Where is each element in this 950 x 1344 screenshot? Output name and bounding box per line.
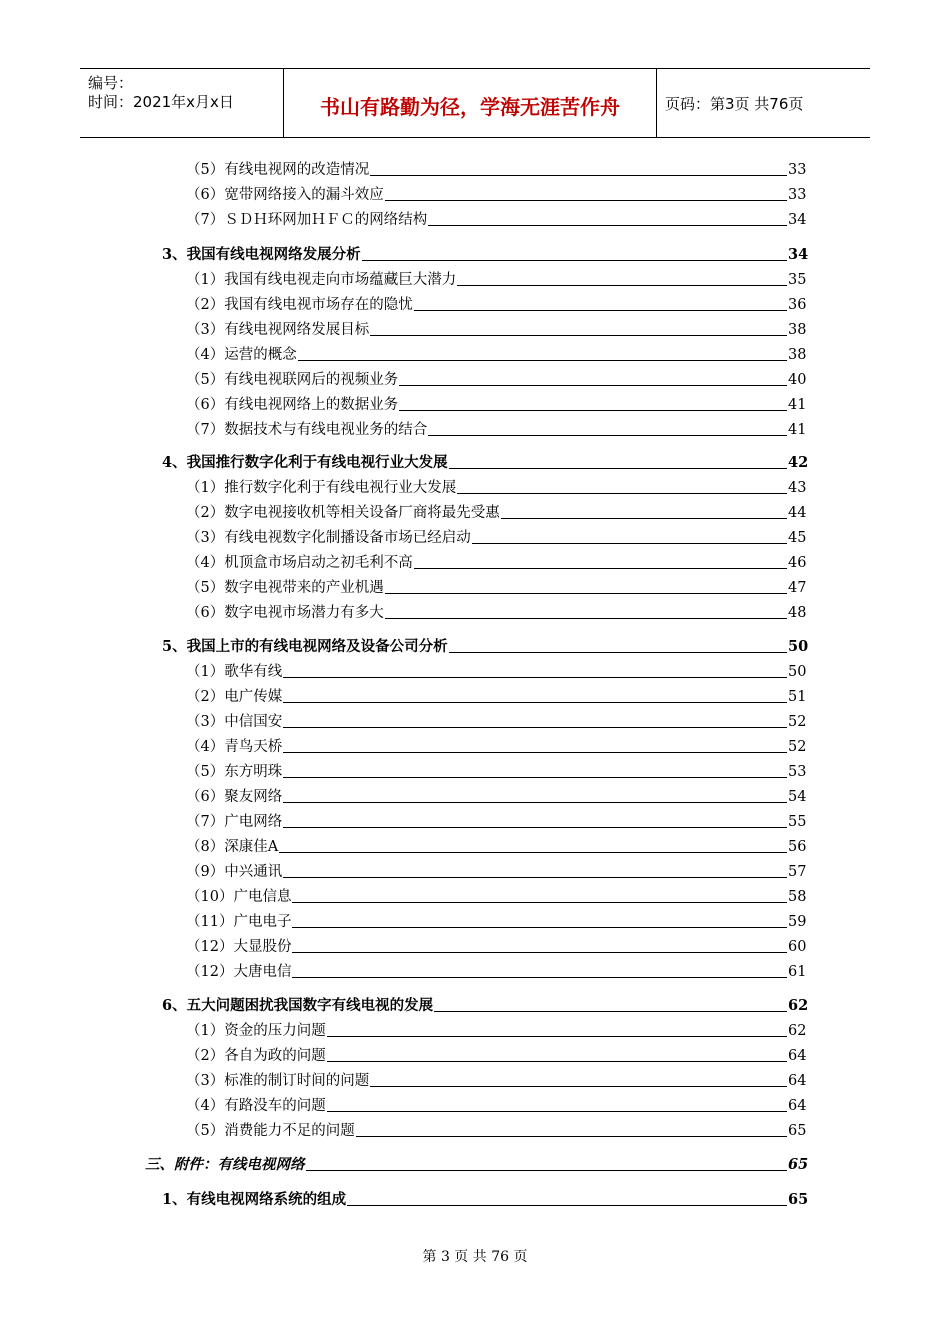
toc-entry[interactable] — [162, 453, 809, 473]
toc-leader-line — [428, 435, 787, 436]
toc-entry-title: （8）深康佳A — [186, 839, 279, 855]
toc-entry-title: （5）东方明珠 — [186, 764, 283, 780]
toc-entry-page: 43 — [788, 480, 807, 496]
toc-entry-page: 54 — [788, 789, 807, 805]
toc-entry-page: 64 — [788, 1098, 807, 1114]
toc-entry-title: （5）数字电视带来的产业机遇 — [186, 580, 384, 596]
toc-entry-page: 34 — [788, 246, 809, 263]
toc-entry-title: （5）消费能力不足的问题 — [186, 1123, 355, 1139]
toc-entry-title: 三、附件：有线电视网络 — [145, 1156, 305, 1173]
toc-entry[interactable] — [186, 1021, 805, 1041]
toc-entry-page: 55 — [788, 814, 807, 830]
toc-entry[interactable] — [186, 737, 805, 757]
toc-entry[interactable] — [186, 210, 805, 230]
toc-leader-line — [370, 175, 787, 176]
toc-entry-title: 3、我国有线电视网络发展分析 — [162, 246, 361, 263]
toc-entry-title: （11）广电电子 — [186, 914, 292, 930]
toc-entry-page: 34 — [788, 212, 807, 228]
toc-leader-line — [298, 360, 787, 361]
toc-entry[interactable] — [186, 185, 805, 205]
toc-entry[interactable] — [186, 812, 805, 832]
toc-entry-page: 47 — [788, 580, 807, 596]
toc-entry[interactable] — [186, 578, 805, 598]
toc-entry-title: （1）我国有线电视走向市场蕴藏巨大潜力 — [186, 272, 457, 288]
toc-entry-title: （4）青鸟天桥 — [186, 739, 283, 755]
toc-leader-line — [457, 285, 787, 286]
toc-entry-page: 40 — [788, 372, 807, 388]
toc-entry-page: 53 — [788, 764, 807, 780]
toc-leader-line — [385, 593, 787, 594]
toc-entry-title: （2）数字电视接收机等相关设备厂商将最先受惠 — [186, 505, 500, 521]
toc-entry-page: 50 — [788, 638, 809, 655]
toc-entry-title: （5）有线电视联网后的视频业务 — [186, 372, 399, 388]
toc-leader-line — [414, 310, 787, 311]
toc-entry-page: 64 — [788, 1048, 807, 1064]
toc-leader-line — [283, 727, 787, 728]
toc-leader-line — [283, 802, 787, 803]
toc-entry-page: 61 — [788, 964, 807, 980]
toc-entry[interactable] — [186, 553, 805, 573]
toc-entry-page: 65 — [788, 1156, 809, 1173]
toc-entry-page: 57 — [788, 864, 807, 880]
toc-entry[interactable] — [186, 762, 805, 782]
toc-entry-title: （4）运营的概念 — [186, 347, 297, 363]
toc-leader-line — [327, 1111, 787, 1112]
toc-entry-page: 41 — [788, 397, 807, 413]
toc-entry[interactable] — [186, 787, 805, 807]
toc-leader-line — [292, 977, 787, 978]
toc-entry[interactable] — [186, 528, 805, 548]
toc-leader-line — [362, 260, 787, 261]
document-code-label: 编号： — [88, 74, 134, 92]
toc-entry[interactable] — [186, 160, 805, 180]
toc-entry[interactable] — [186, 1121, 805, 1141]
toc-entry-title: （10）广电信息 — [186, 889, 292, 905]
toc-entry[interactable] — [186, 962, 805, 982]
toc-entry-page: 46 — [788, 555, 807, 571]
toc-entry[interactable] — [162, 1190, 809, 1210]
toc-leader-line — [283, 777, 787, 778]
toc-entry-title: （3）中信国安 — [186, 714, 283, 730]
toc-leader-line — [457, 493, 787, 494]
toc-entry-page: 41 — [788, 422, 807, 438]
document-time-label: 时间：2021年x月x日 — [88, 93, 234, 111]
toc-entry-title: 5、我国上市的有线电视网络及设备公司分析 — [162, 638, 448, 655]
toc-entry-page: 44 — [788, 505, 807, 521]
toc-entry-title: （3）标准的制订时间的问题 — [186, 1073, 370, 1089]
toc-entry-page: 36 — [788, 297, 807, 313]
toc-entry-page: 38 — [788, 347, 807, 363]
toc-entry-page: 65 — [788, 1191, 809, 1208]
toc-leader-line — [399, 385, 787, 386]
toc-leader-line — [434, 1011, 787, 1012]
toc-leader-line — [370, 335, 787, 336]
toc-entry-title: （5）有线电视网的改造情况 — [186, 162, 370, 178]
toc-entry[interactable] — [186, 270, 805, 290]
toc-entry-title: （7）广电网络 — [186, 814, 283, 830]
toc-entry[interactable] — [186, 395, 805, 415]
toc-entry[interactable] — [186, 420, 805, 440]
toc-leader-line — [385, 200, 787, 201]
toc-entry-page: 65 — [788, 1123, 807, 1139]
toc-entry[interactable] — [186, 912, 805, 932]
toc-entry-page: 33 — [788, 162, 807, 178]
toc-entry-page: 62 — [788, 1023, 807, 1039]
toc-leader-line — [399, 410, 787, 411]
toc-entry-page: 56 — [788, 839, 807, 855]
toc-entry[interactable] — [186, 662, 805, 682]
toc-entry-title: （12）大显股份 — [186, 939, 292, 955]
toc-entry[interactable] — [186, 345, 805, 365]
toc-entry-title: （3）有线电视网络发展目标 — [186, 322, 370, 338]
toc-entry-title: （4）有路没车的问题 — [186, 1098, 326, 1114]
toc-entry-title: （6）聚友网络 — [186, 789, 283, 805]
toc-entry-title: （6）有线电视网络上的数据业务 — [186, 397, 399, 413]
toc-leader-line — [292, 902, 787, 903]
toc-entry-page: 48 — [788, 605, 807, 621]
toc-leader-line — [306, 1170, 788, 1171]
toc-entry-page: 45 — [788, 530, 807, 546]
toc-entry-page: 38 — [788, 322, 807, 338]
toc-entry[interactable] — [186, 1046, 805, 1066]
toc-leader-line — [283, 752, 787, 753]
toc-entry-page: 58 — [788, 889, 807, 905]
toc-entry[interactable] — [186, 1071, 805, 1091]
toc-entry-title: （1）歌华有线 — [186, 664, 283, 680]
toc-entry[interactable] — [162, 245, 809, 265]
toc-leader-line — [292, 927, 787, 928]
toc-entry[interactable] — [186, 1096, 805, 1116]
toc-entry-page: 42 — [788, 454, 809, 471]
toc-entry-title: （6）数字电视市场潜力有多大 — [186, 605, 384, 621]
header-motto: 书山有路勤为径，学海无涯苦作舟 — [320, 95, 620, 119]
toc-leader-line — [283, 677, 787, 678]
toc-leader-line — [501, 518, 787, 519]
toc-entry[interactable] — [186, 295, 805, 315]
toc-entry-title: （6）宽带网络接入的漏斗效应 — [186, 187, 384, 203]
toc-entry-title: （2）我国有线电视市场存在的隐忧 — [186, 297, 413, 313]
toc-leader-line — [347, 1205, 787, 1206]
toc-leader-line — [370, 1086, 787, 1087]
toc-entry-page: 52 — [788, 739, 807, 755]
toc-entry-page: 33 — [788, 187, 807, 203]
toc-entry-title: （2）电广传媒 — [186, 689, 283, 705]
toc-entry[interactable] — [186, 837, 805, 857]
toc-entry[interactable] — [186, 320, 805, 340]
toc-leader-line — [283, 702, 787, 703]
toc-entry[interactable] — [186, 370, 805, 390]
toc-entry[interactable] — [186, 712, 805, 732]
toc-entry[interactable] — [162, 637, 809, 657]
toc-entry[interactable] — [186, 503, 805, 523]
toc-entry-title: 1、有线电视网络系统的组成 — [162, 1191, 347, 1208]
toc-entry-title: （4）机顶盒市场启动之初毛利不高 — [186, 555, 413, 571]
toc-leader-line — [428, 225, 787, 226]
toc-entry-page: 35 — [788, 272, 807, 288]
toc-leader-line — [327, 1061, 787, 1062]
toc-entry[interactable] — [145, 1155, 809, 1175]
toc-entry-page: 62 — [788, 997, 809, 1014]
toc-entry-page: 50 — [788, 664, 807, 680]
toc-entry-page: 51 — [788, 689, 807, 705]
toc-leader-line — [327, 1036, 787, 1037]
toc-leader-line — [472, 543, 787, 544]
toc-leader-line — [283, 877, 787, 878]
toc-entry[interactable] — [186, 603, 805, 623]
toc-entry[interactable] — [186, 687, 805, 707]
toc-leader-line — [414, 568, 787, 569]
toc-leader-line — [356, 1136, 787, 1137]
toc-entry[interactable] — [186, 478, 805, 498]
toc-entry[interactable] — [186, 887, 805, 907]
toc-entry-title: （9）中兴通讯 — [186, 864, 283, 880]
toc-entry-title: 4、我国推行数字化利于有线电视行业大发展 — [162, 454, 448, 471]
toc-entry-title: （12）大唐电信 — [186, 964, 292, 980]
toc-leader-line — [385, 618, 787, 619]
toc-entry-title: （7）数据技术与有线电视业务的结合 — [186, 422, 428, 438]
header-page-number: 页码：第3页 共76页 — [665, 95, 804, 113]
toc-entry-title: （3）有线电视数字化制播设备市场已经启动 — [186, 530, 471, 546]
toc-entry-page: 60 — [788, 939, 807, 955]
toc-entry[interactable] — [186, 862, 805, 882]
toc-leader-line — [279, 852, 787, 853]
toc-entry-title: （7）ＳＤＨ环网加ＨＦＣ的网络结构 — [186, 212, 428, 228]
toc-entry-page: 59 — [788, 914, 807, 930]
toc-entry-title: （1）推行数字化利于有线电视行业大发展 — [186, 480, 457, 496]
toc-entry-title: 6、五大问题困扰我国数字有线电视的发展 — [162, 997, 434, 1014]
toc-leader-line — [449, 652, 787, 653]
toc-leader-line — [283, 827, 787, 828]
toc-leader-line — [449, 468, 787, 469]
toc-entry[interactable] — [186, 937, 805, 957]
toc-entry-page: 52 — [788, 714, 807, 730]
page-footer: 第 3 页 共 76 页 — [422, 1249, 528, 1265]
toc-leader-line — [292, 952, 787, 953]
toc-entry-title: （2）各自为政的问题 — [186, 1048, 326, 1064]
toc-entry[interactable] — [162, 996, 809, 1016]
toc-entry-page: 64 — [788, 1073, 807, 1089]
toc-entry-title: （1）资金的压力问题 — [186, 1023, 326, 1039]
